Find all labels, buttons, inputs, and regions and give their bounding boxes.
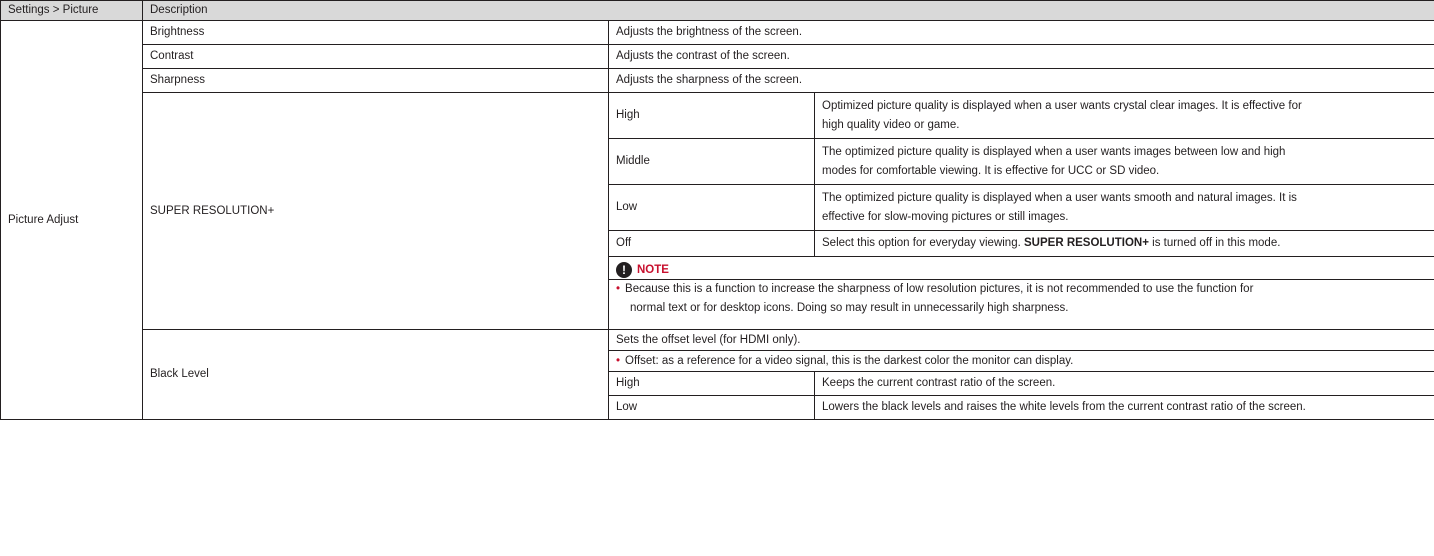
table-row bbox=[1, 21, 1434, 45]
offset-text: Offset: as a reference for a video signal, this is the darkest color the monitor can display. bbox=[625, 355, 1074, 367]
sr-note bbox=[609, 257, 1434, 330]
brightness-label: Brightness bbox=[143, 21, 609, 45]
super-resolution-label: SUPER RESOLUTION+ bbox=[143, 93, 609, 330]
sr-off-label: Off bbox=[609, 231, 815, 257]
picture-adjust-label: Picture Adjust bbox=[1, 21, 143, 420]
contrast-desc: Adjusts the contrast of the screen. bbox=[609, 45, 1434, 69]
sr-low-desc-line2: effective for slow-moving pictures or still images. bbox=[822, 210, 1069, 223]
sr-high-desc-line2: high quality video or game. bbox=[822, 118, 960, 131]
sr-high-desc bbox=[815, 93, 1434, 139]
note-title-text: NOTE bbox=[637, 264, 669, 276]
black-level-label: Black Level bbox=[143, 330, 609, 420]
sr-high-label: High bbox=[609, 93, 815, 139]
table-row bbox=[1, 69, 1434, 93]
sr-middle-desc bbox=[815, 139, 1434, 185]
sr-off-desc-post: is turned off in this mode. bbox=[1148, 237, 1281, 249]
black-level-offset bbox=[616, 351, 1427, 371]
note-title bbox=[616, 257, 1427, 279]
sr-middle-label: Middle bbox=[609, 139, 815, 185]
bl-low-label: Low bbox=[609, 396, 815, 420]
note-line1: Because this is a function to increase the sharpness of low resolution pictures, it is not recommended to use the function for bbox=[625, 283, 1254, 295]
note-bullet: • bbox=[616, 283, 621, 295]
offset-bullet: • bbox=[616, 355, 621, 367]
contrast-label: Contrast bbox=[143, 45, 609, 69]
header-row bbox=[1, 1, 1434, 21]
sr-low-label: Low bbox=[609, 185, 815, 231]
settings-header: Settings > Picture bbox=[1, 1, 143, 21]
description-header: Description bbox=[143, 1, 1434, 21]
brightness-desc: Adjusts the brightness of the screen. bbox=[609, 21, 1434, 45]
sr-off-desc-pre: Select this option for everyday viewing. bbox=[822, 237, 1024, 249]
note-line2: normal text or for desktop icons. Doing so may result in unnecessarily high sharpness. bbox=[630, 302, 1069, 314]
note-body bbox=[616, 280, 1427, 318]
note-exclamation-icon: ! bbox=[616, 262, 632, 278]
sr-middle-desc-line2: modes for comfortable viewing. It is effective for UCC or SD video. bbox=[822, 164, 1160, 177]
black-level-intro-cell bbox=[609, 330, 1434, 372]
bl-low-desc: Lowers the black levels and raises the white levels from the current contrast ratio of the screen. bbox=[815, 396, 1434, 420]
sr-off-desc-bold: SUPER RESOLUTION+ bbox=[1024, 237, 1149, 249]
sr-off-desc bbox=[815, 231, 1434, 257]
sr-low-desc bbox=[815, 185, 1434, 231]
black-level-intro: Sets the offset level (for HDMI only). bbox=[616, 334, 801, 346]
sharpness-desc: Adjusts the sharpness of the screen. bbox=[609, 69, 1434, 93]
bl-high-label: High bbox=[609, 372, 815, 396]
sharpness-label: Sharpness bbox=[143, 69, 609, 93]
sr-high-desc-line1: Optimized picture quality is displayed when a user wants crystal clear images. It is effective for bbox=[822, 99, 1302, 112]
bl-high-desc: Keeps the current contrast ratio of the screen. bbox=[815, 372, 1434, 396]
sr-middle-desc-line1: The optimized picture quality is displayed when a user wants images between low and high bbox=[822, 145, 1286, 158]
table-row bbox=[1, 45, 1434, 69]
table-row bbox=[1, 93, 1434, 139]
table-row bbox=[1, 330, 1434, 372]
sr-low-desc-line1: The optimized picture quality is displayed when a user wants smooth and natural images. It is bbox=[822, 191, 1297, 204]
